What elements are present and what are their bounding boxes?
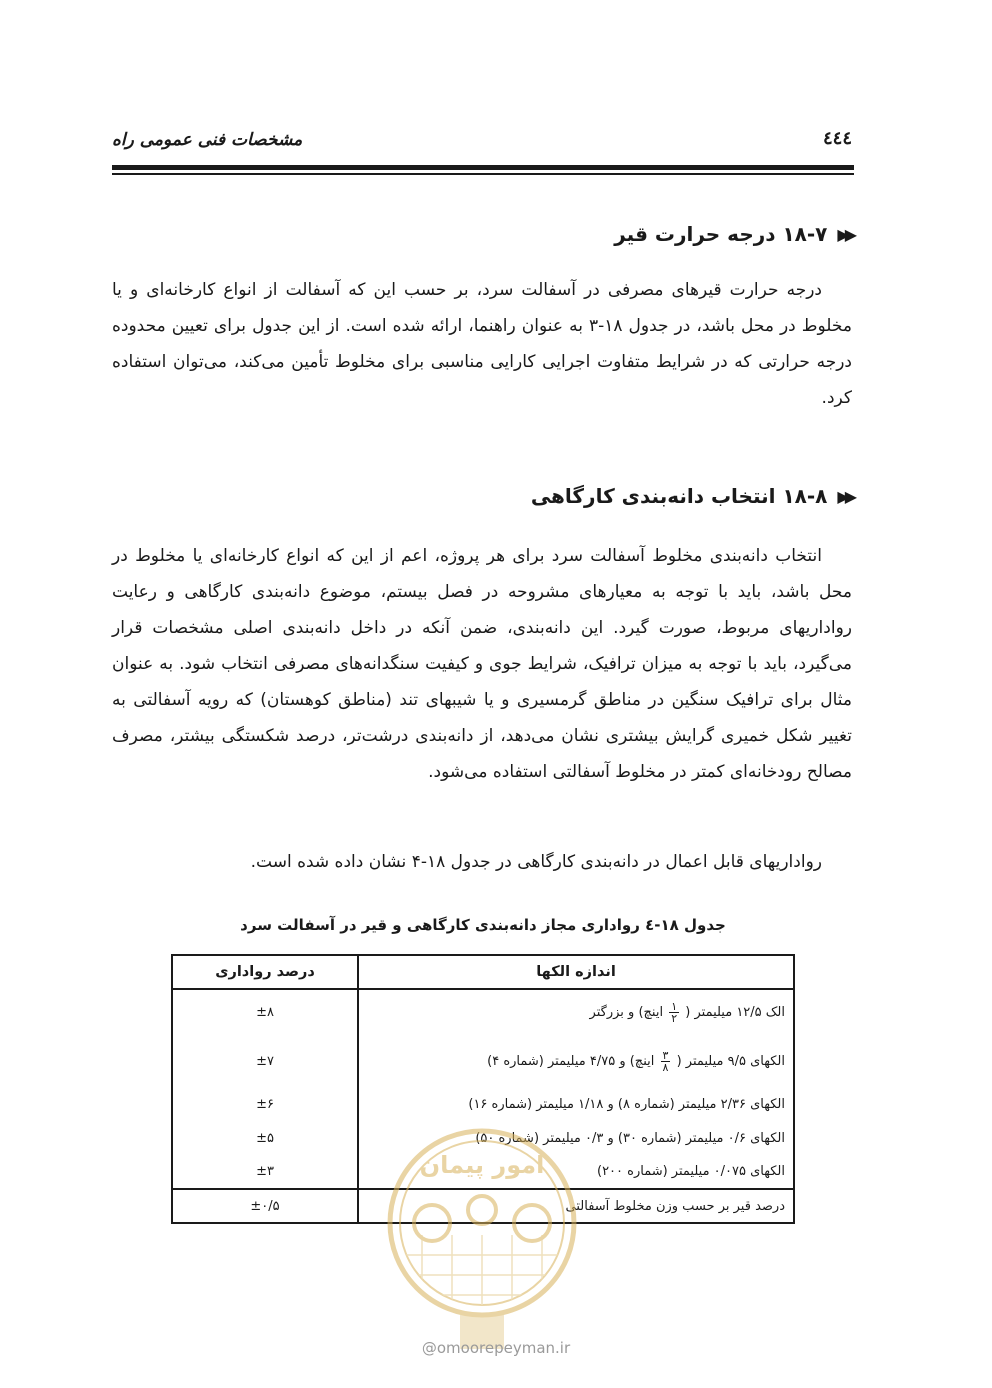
- footer-url: @omoorepeyman.ir: [421, 1339, 571, 1357]
- section-heading-7: [614, 222, 852, 246]
- column-header-sieve-size: اندازه الکها: [358, 955, 794, 989]
- tolerance-cell: ±۷: [256, 1053, 274, 1069]
- fraction: $\frac{۱}{۲}$: [671, 1000, 678, 1025]
- section-title: ۱۸-۷ درجه حرارت قیر: [614, 222, 828, 246]
- double-arrow-icon: ▶▶: [837, 224, 852, 244]
- tolerance-cell: ±۳: [256, 1164, 274, 1179]
- running-title: مشخصات فنی عمومی راه: [112, 130, 303, 150]
- header-rule-thick: [112, 165, 854, 170]
- table-row: [172, 989, 794, 1035]
- table-header-row: [172, 955, 794, 989]
- double-arrow-icon: ▶▶: [837, 486, 852, 506]
- section-8-paragraph-2: رواداریهای قابل اعمال در دانه‌بندی کارگاهی در جدول ۱۸-۴ نشان داده شده است.: [250, 852, 822, 872]
- tolerance-cell: ±۰/۵: [172, 1189, 358, 1223]
- sieve-size-cell: الکهای ۹/۵ میلیمتر ( $\frac{۳}{۸}$ اینچ) و ۴/۷۵ میلیمتر (شماره ۴): [358, 1035, 794, 1087]
- tolerance-cell: ±۵: [256, 1130, 274, 1146]
- sieve-size-cell: الکهای ۲/۳۶ میلیمتر (شماره ۸) و ۱/۱۸ میلیمتر (شماره ۱۶): [358, 1087, 794, 1121]
- section-7-paragraph: درجه حرارت قیرهای مصرفی در آسفالت سرد، بر حسب این که آسفالت از انواع کارخانه‌ای و یا مخلوط در محل باشد، در جدول ۱۸-۳ به عنوان راهنما، ارائه شده است. از این جدول برای تعیین محدوده درجه حرارتی که در شرایط متفاوت اجرایی کارایی مناسبی برای مخلوط تأمین می‌کند، می‌توان استفاده کرد.: [112, 280, 852, 408]
- at-sign-icon: @: [421, 1339, 437, 1357]
- sieve-size-cell: درصد قیر بر حسب وزن مخلوط آسفالتی: [358, 1189, 794, 1223]
- tolerance-cell: ±۶: [256, 1096, 274, 1112]
- header-rule-thin: [112, 173, 854, 175]
- watermark-seal-icon: [382, 1115, 582, 1350]
- sieve-size-cell: الک ۱۲/۵ میلیمتر ( $\frac{۱}{۲}$ اینچ) و بزرگتر: [358, 989, 794, 1035]
- fraction: $\frac{۳}{۸}$: [662, 1048, 669, 1074]
- tolerance-cell: ±۸: [256, 1005, 274, 1020]
- page-number: ٤٤٤: [822, 128, 852, 149]
- column-header-tolerance: درصد رواداری: [172, 955, 358, 989]
- section-title: ۱۸-۸ انتخاب دانه‌بندی کارگاهی: [530, 484, 828, 508]
- section-8-paragraph: انتخاب دانه‌بندی مخلوط آسفالت سرد برای هر پروژه، اعم از این که انواع کارخانه‌ای یا مخلوط در محل باشد، باید با توجه به معیارهای مشروحه در فصل بیستم، موضوع دانه‌بندی کارگاهی و رعایت رواداریهای مربوط، صورت گیرد. این دانه‌بندی، ضمن آنکه در داخل دانه‌بندی اصلی مشخصات قرار می‌گیرد، باید با توجه به میزان ترافیک، شرایط جوی و کیفیت سنگدانه‌های مصرفی انتخاب شود. به عنوان مثال برای ترافیک سنگین در مناطق گرمسیری و یا شیبهای تند (مناطق کوهستان) که رویه آسفالتی به تغییر شکل خمیری گرایش بیشتری نشان می‌دهد، از دانه‌بندی درشت‌تر، درصد شکستگی بیشتر، مصرف مصالح رودخانه‌ای کمتر در مخلوط آسفالتی استفاده می‌شود.: [112, 546, 852, 782]
- sieve-size-cell: الکهای ۰/۶ میلیمتر (شماره ۳۰) و ۰/۳ میلیمتر (شماره ۵۰): [358, 1121, 794, 1155]
- sieve-size-cell: الکهای ۰/۰۷۵ میلیمتر (شماره ۲۰۰): [358, 1155, 794, 1189]
- table-row: [172, 1035, 794, 1087]
- table-caption: جدول ۱۸-٤ رواداری مجاز دانه‌بندی کارگاهی و قیر در آسفالت سرد: [240, 916, 726, 934]
- section-heading-8: [531, 484, 852, 508]
- watermark-text: امور پیمان: [419, 1151, 545, 1179]
